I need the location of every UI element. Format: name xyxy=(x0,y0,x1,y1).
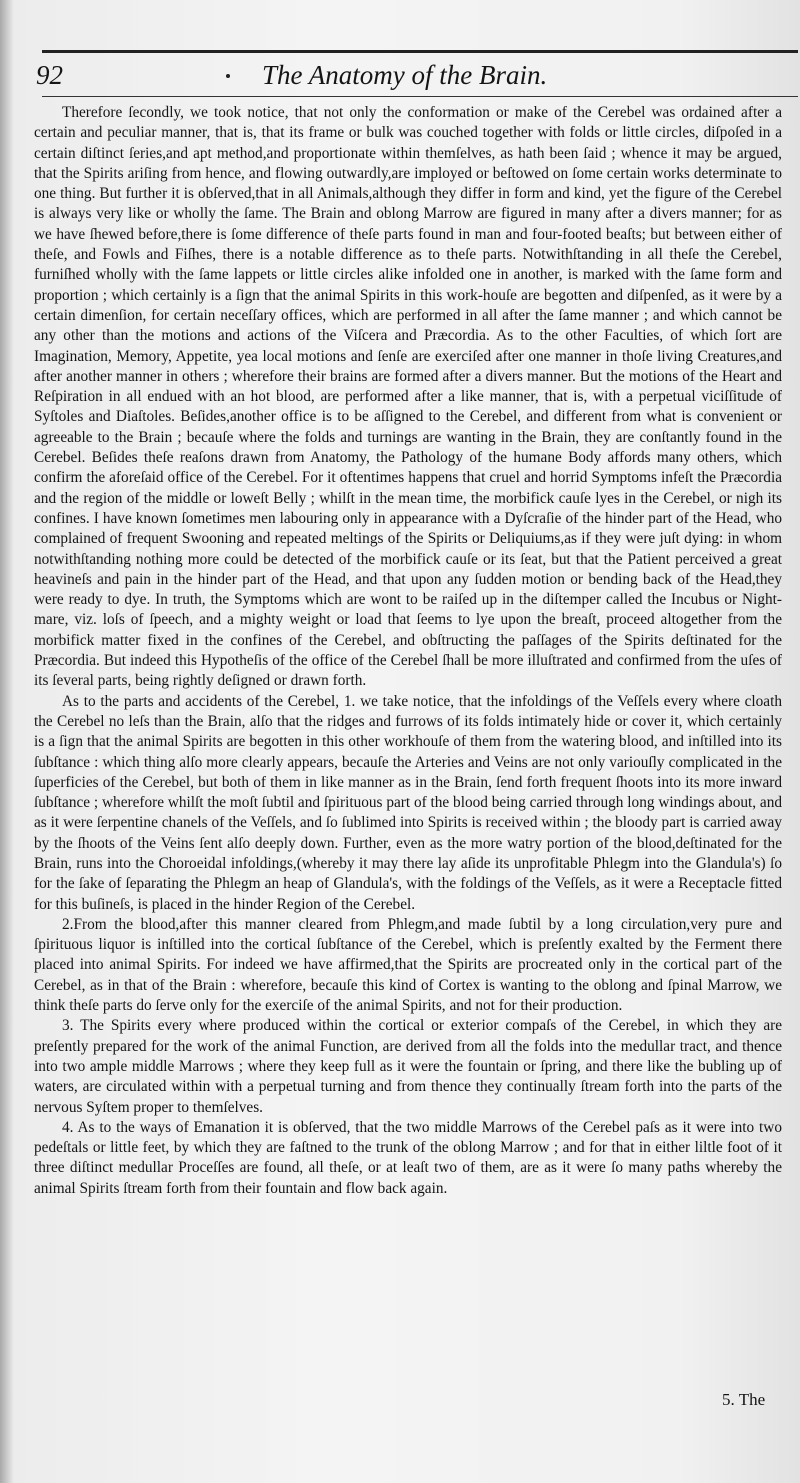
catchword: 5. The xyxy=(722,1390,766,1409)
paragraph: 4. As to the ways of Emanation it is obſerved, that the two middle Marrows of the Cerebel paſs as it were into two pedeſtals or little feet, by which they are faſtned to the trunk of the oblong Marrow ; and for that in either liltle foot of it three diſtinct medullar Proceſſes are found, all theſe, or at leaſt two of them, are as it were ſo many paths whereby the animal Spirits ſtream forth from their fountain and flow back again. xyxy=(34,1118,782,1197)
paragraph: 3. The Spirits every where produced within the cortical or exterior compaſs of the Cerebel, in which they are preſently prepared for the work of the animal Function, are derived from all the folds into the medullar tract, and thence into two ample middle Marrows ; where they keep full as it were the fountain or ſpring, and there like the bubling up of waters, are circulated within with a perpetual turning and from thence they continually ſtream forth into the parts of the nervous Syſtem proper to themſelves. xyxy=(34,1017,782,1116)
paragraph: Therefore ſecondly, we took notice, that not only the conformation or make of the Cerebel was ordained after a certain and peculiar manner, that is, that its frame or bulk was couched together with folds or little circles, diſpoſed in a certain diſtinct ſeries,and apt method,and proportionate within themſelves, as hath been ſaid ; whence it may be argued, that the Spirits ariſing from hence, and flowing outwardly,are imployed or beſtowed on ſome certain works determinate to one thing. But further it is obſerved,that in all Animals,although they differ in form and kind, yet the figure of the Cerebel is always very like or wholly the ſame. The Brain and oblong Marrow are figured in many after a divers manner; for as we have ſhewed before,there is ſome difference of theſe parts found in man and four-footed beaſts; but between either of theſe, and Fowls and Fiſhes, there is a notable difference as to theſe parts. Notwithſtanding in all theſe the Cerebel, furniſhed wholly with the ſame lappets or little circles alike infolded one in another, is marked with the ſame form and proportion ; which certainly is a ſign that the animal Spirits in this work-houſe are begotten and diſpenſed, as it were by a certain dimenſion, for certain neceſſary offices, which are performed in all after the ſame manner ; and which cannot be any other than the motions and actions of the Viſcera and Præcordia. As to the other Faculties, of which ſort are Imagination, Memory, Appetite, yea local motions and ſenſe are exerciſed after one manner in thoſe living Creatures,and after another manner in others ; wherefore their brains are formed after a divers manner. But the motions of the Heart and Reſpiration in all endued with an hot blood, are performed after a like manner, that is, with a perpetual viciſſitude of Syſtoles and Diaſtoles. Beſides,another office is to be aſſigned to the Cerebel, and different from what is convenient or agreeable to the Brain ; becauſe where the folds and turnings are wanting in the Brain, they are conſtantly found in the Cerebel. Beſides theſe reaſons drawn from Anatomy, the Pathology of the humane Body affords many others, which confirm the aforeſaid office of the Cerebel. For it oftentimes happens that cruel and horrid Symptoms infeſt the Præcordia and the region of the middle or loweſt Belly ; whilſt in the mean time, the morbifick cauſe lyes in the Cerebel, or nigh its confines. I have known ſometimes men labouring only in appearance with a Dyſcraſie of the hinder part of the Head, who complained of frequent Swooning and repeated meltings of the Spirits or Deliquiums,as if they were juſt dying: in whom notwithſtanding nothing more could be detected of the morbifick cauſe or its ſeat, but that the Patient perceived a great heavineſs and pain in the hinder part of the Head, and that upon any ſudden motion or bending back of the Head,they were ready to dye. In truth, the Symptoms which are wont to be raiſed up in the diſtemper called the Incubus or Night-mare, viz. loſs of ſpeech, and a mighty weight or load that ſeems to lye upon the breaſt, proceed altogether from the morbifick matter fixed in the confines of the Cerebel, and obſtructing the paſſages of the Spirits deſtinated for the Præcordia. But indeed this Hypotheſis of the office of the Cerebel ſhall be more illuſtrated and confirmed from the uſes of its ſeveral parts, being rightly deſigned or drawn forth. xyxy=(34,104,782,690)
running-title: The Anatomy of the Brain. xyxy=(262,60,548,90)
page-number: 92 xyxy=(36,60,63,90)
header-bottom-rule xyxy=(42,96,798,97)
gutter-shadow xyxy=(0,0,14,1483)
header-dot-ornament xyxy=(226,74,230,78)
paragraph: As to the parts and accidents of the Cerebel, 1. we take notice, that the infoldings of the Veſſels every where cloath the Cerebel no leſs than the Brain, alſo that the ridges and furrows of its folds intimately hide or cover it, which certainly is a ſign that the animal Spirits are begotten in this other workhouſe of them from the watering blood, and inſtilled into its ſubſtance : which thing alſo more clearly appears, becauſe the Arteries and Veins are not only variouſly complicated in the ſuperficies of the Cerebel, but both of them in like manner as in the Brain, ſend forth frequent ſhoots into its more inward ſubſtance ; wherefore whilſt the moſt ſubtil and ſpirituous part of the blood being carried through long windings about, and as it were ſerpentine chanels of the Veſſels, and ſo ſublimed into Spirits is received within ; the bloody part is carried away by the ſhoots of the Veins ſent alſo deeply down. Further, even as the more watry portion of the blood,deſtinated for the Brain, runs into the Choroeidal infoldings,(whereby it may there lay aſide its unprofitable Phlegm into the Glandula's) ſo for the ſake of ſeparating the Phlegm an heap of Glandula's, with the foldings of the Veſſels, as it were a Receptacle fitted for this buſineſs, is placed in the hinder Region of the Cerebel. xyxy=(34,692,782,913)
paragraph: 2.From the blood,after this manner cleared from Phlegm,and made ſubtil by a long circulation,very pure and ſpirituous liquor is inſtilled into the cortical ſubſtance of the Cerebel, which is preſently exalted by the Ferment there placed into animal Spirits. For indeed we have affirmed,that the Spirits are procreated only in the cortical part of the Cerebel, as in that of the Brain : wherefore, becauſe this kind of Cortex is wanting to the oblong and ſpinal Marrow, we think theſe parts do ſerve only for the exerciſe of the animal Spirits, and not for their production. xyxy=(34,915,782,1015)
body-text xyxy=(34,103,782,1199)
header-top-rule xyxy=(42,50,798,53)
